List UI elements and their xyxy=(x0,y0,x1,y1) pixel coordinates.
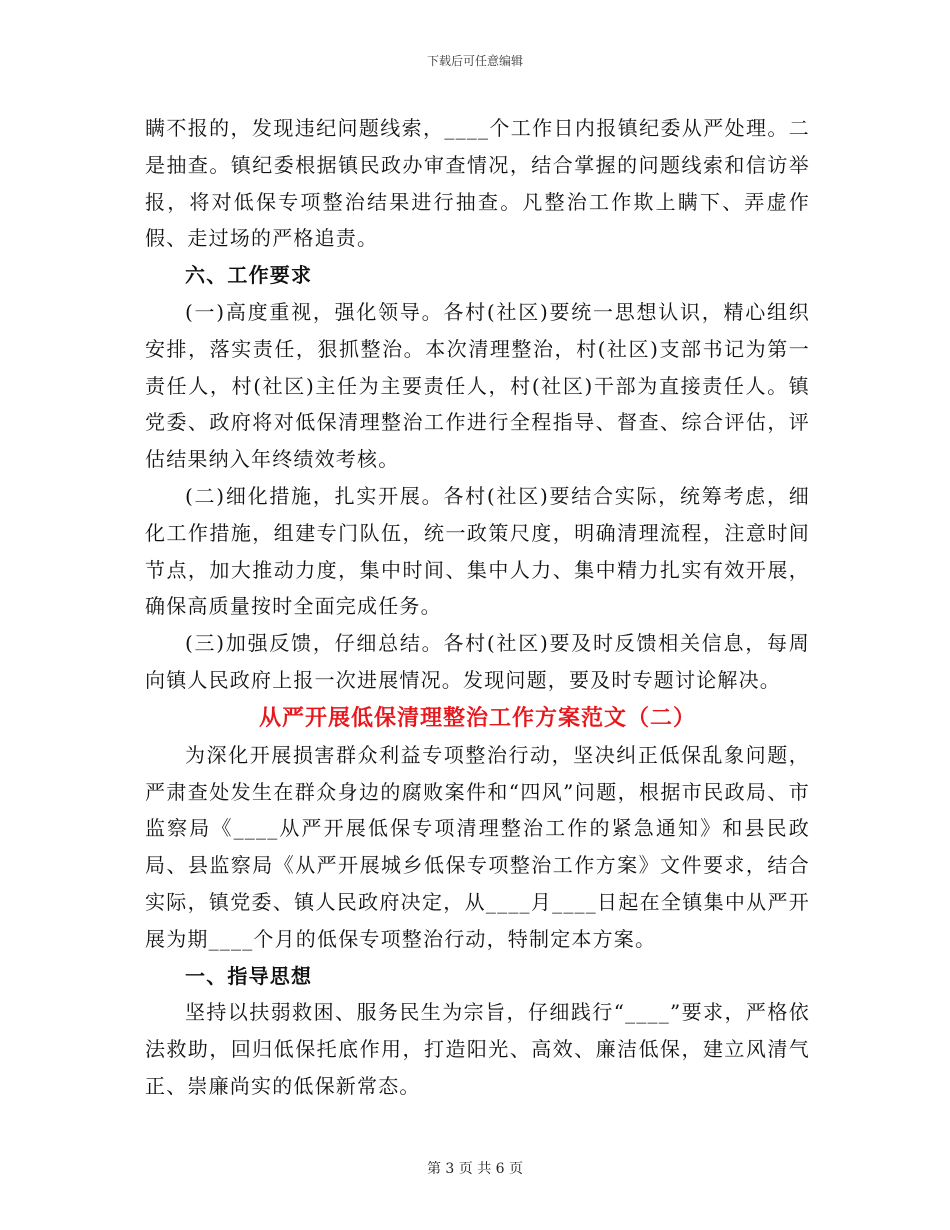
paragraph-requirement-2: (二)细化措施，扎实开展。各村(社区)要结合实际，统筹考虑，细化工作措施，组建专门队伍，统一政策尺度，明确清理流程，注意时间节点，加大推动力度，集中时间、集中人力、集中精力扎实有效开展，确保高质量按时全面完成任务。 xyxy=(145,483,810,619)
paragraph-continuation: 瞒不报的，发现违纪问题线索，____个工作日内报镇纪委从严处理。二是抽查。镇纪委根据镇民政办审查情况，结合掌握的问题线索和信访举报，将对低保专项整治结果进行抽查。凡整治工作欺上瞒下、弄虚作假、走过场的严格追责。 xyxy=(145,116,810,251)
paragraph-guiding-ideology: 坚持以扶弱救困、服务民生为宗旨，仔细践行“____”要求，严格依法救助，回归低保托底作用，打造阳光、高效、廉洁低保，建立风清气正、崇廉尚实的低保新常态。 xyxy=(145,1000,810,1098)
section-heading-work-requirements: 六、工作要求 xyxy=(185,263,313,288)
paragraph-requirement-1: (一)高度重视，强化领导。各村(社区)要统一思想认识，精心组织安排，落实责任，狠抓整治。本次清理整治，村(社区)支部书记为第一责任人，村(社区)主任为主要责任人，村(社区)干部为直接责任人。镇党委、政府将对低保清理整治工作进行全程指导、督查、综合评估，评估结果纳入年终绩效考核。 xyxy=(145,299,810,472)
page-header: 下载后可任意编辑 xyxy=(426,54,523,68)
document-body xyxy=(145,110,810,1105)
document-title: 从严开展低保清理整治工作方案范文（二） xyxy=(258,704,696,731)
paragraph-intro: 为深化开展损害群众利益专项整治行动，坚决纠正低保乱象问题，严肃查处发生在群众身边的腐败案件和“四风”问题，根据市民政局、市监察局《____从严开展低保专项清理整治工作的紧急通知》和县民政局、县监察局《从严开展城乡低保专项整治工作方案》文件要求，结合实际，镇党委、镇人民政府决定，从____月____日起在全镇集中从严开展为期____个月的低保专项整治行动，特制定本方案。 xyxy=(145,742,810,951)
page-footer: 第 3 页 共 6 页 xyxy=(426,1161,524,1177)
section-heading-guiding-ideology: 一、指导思想 xyxy=(185,963,313,988)
paragraph-requirement-3: (三)加强反馈，仔细总结。各村(社区)要及时反馈相关信息，每周向镇人民政府上报一次进展情况。发现问题，要及时专题讨论解决。 xyxy=(145,631,810,692)
